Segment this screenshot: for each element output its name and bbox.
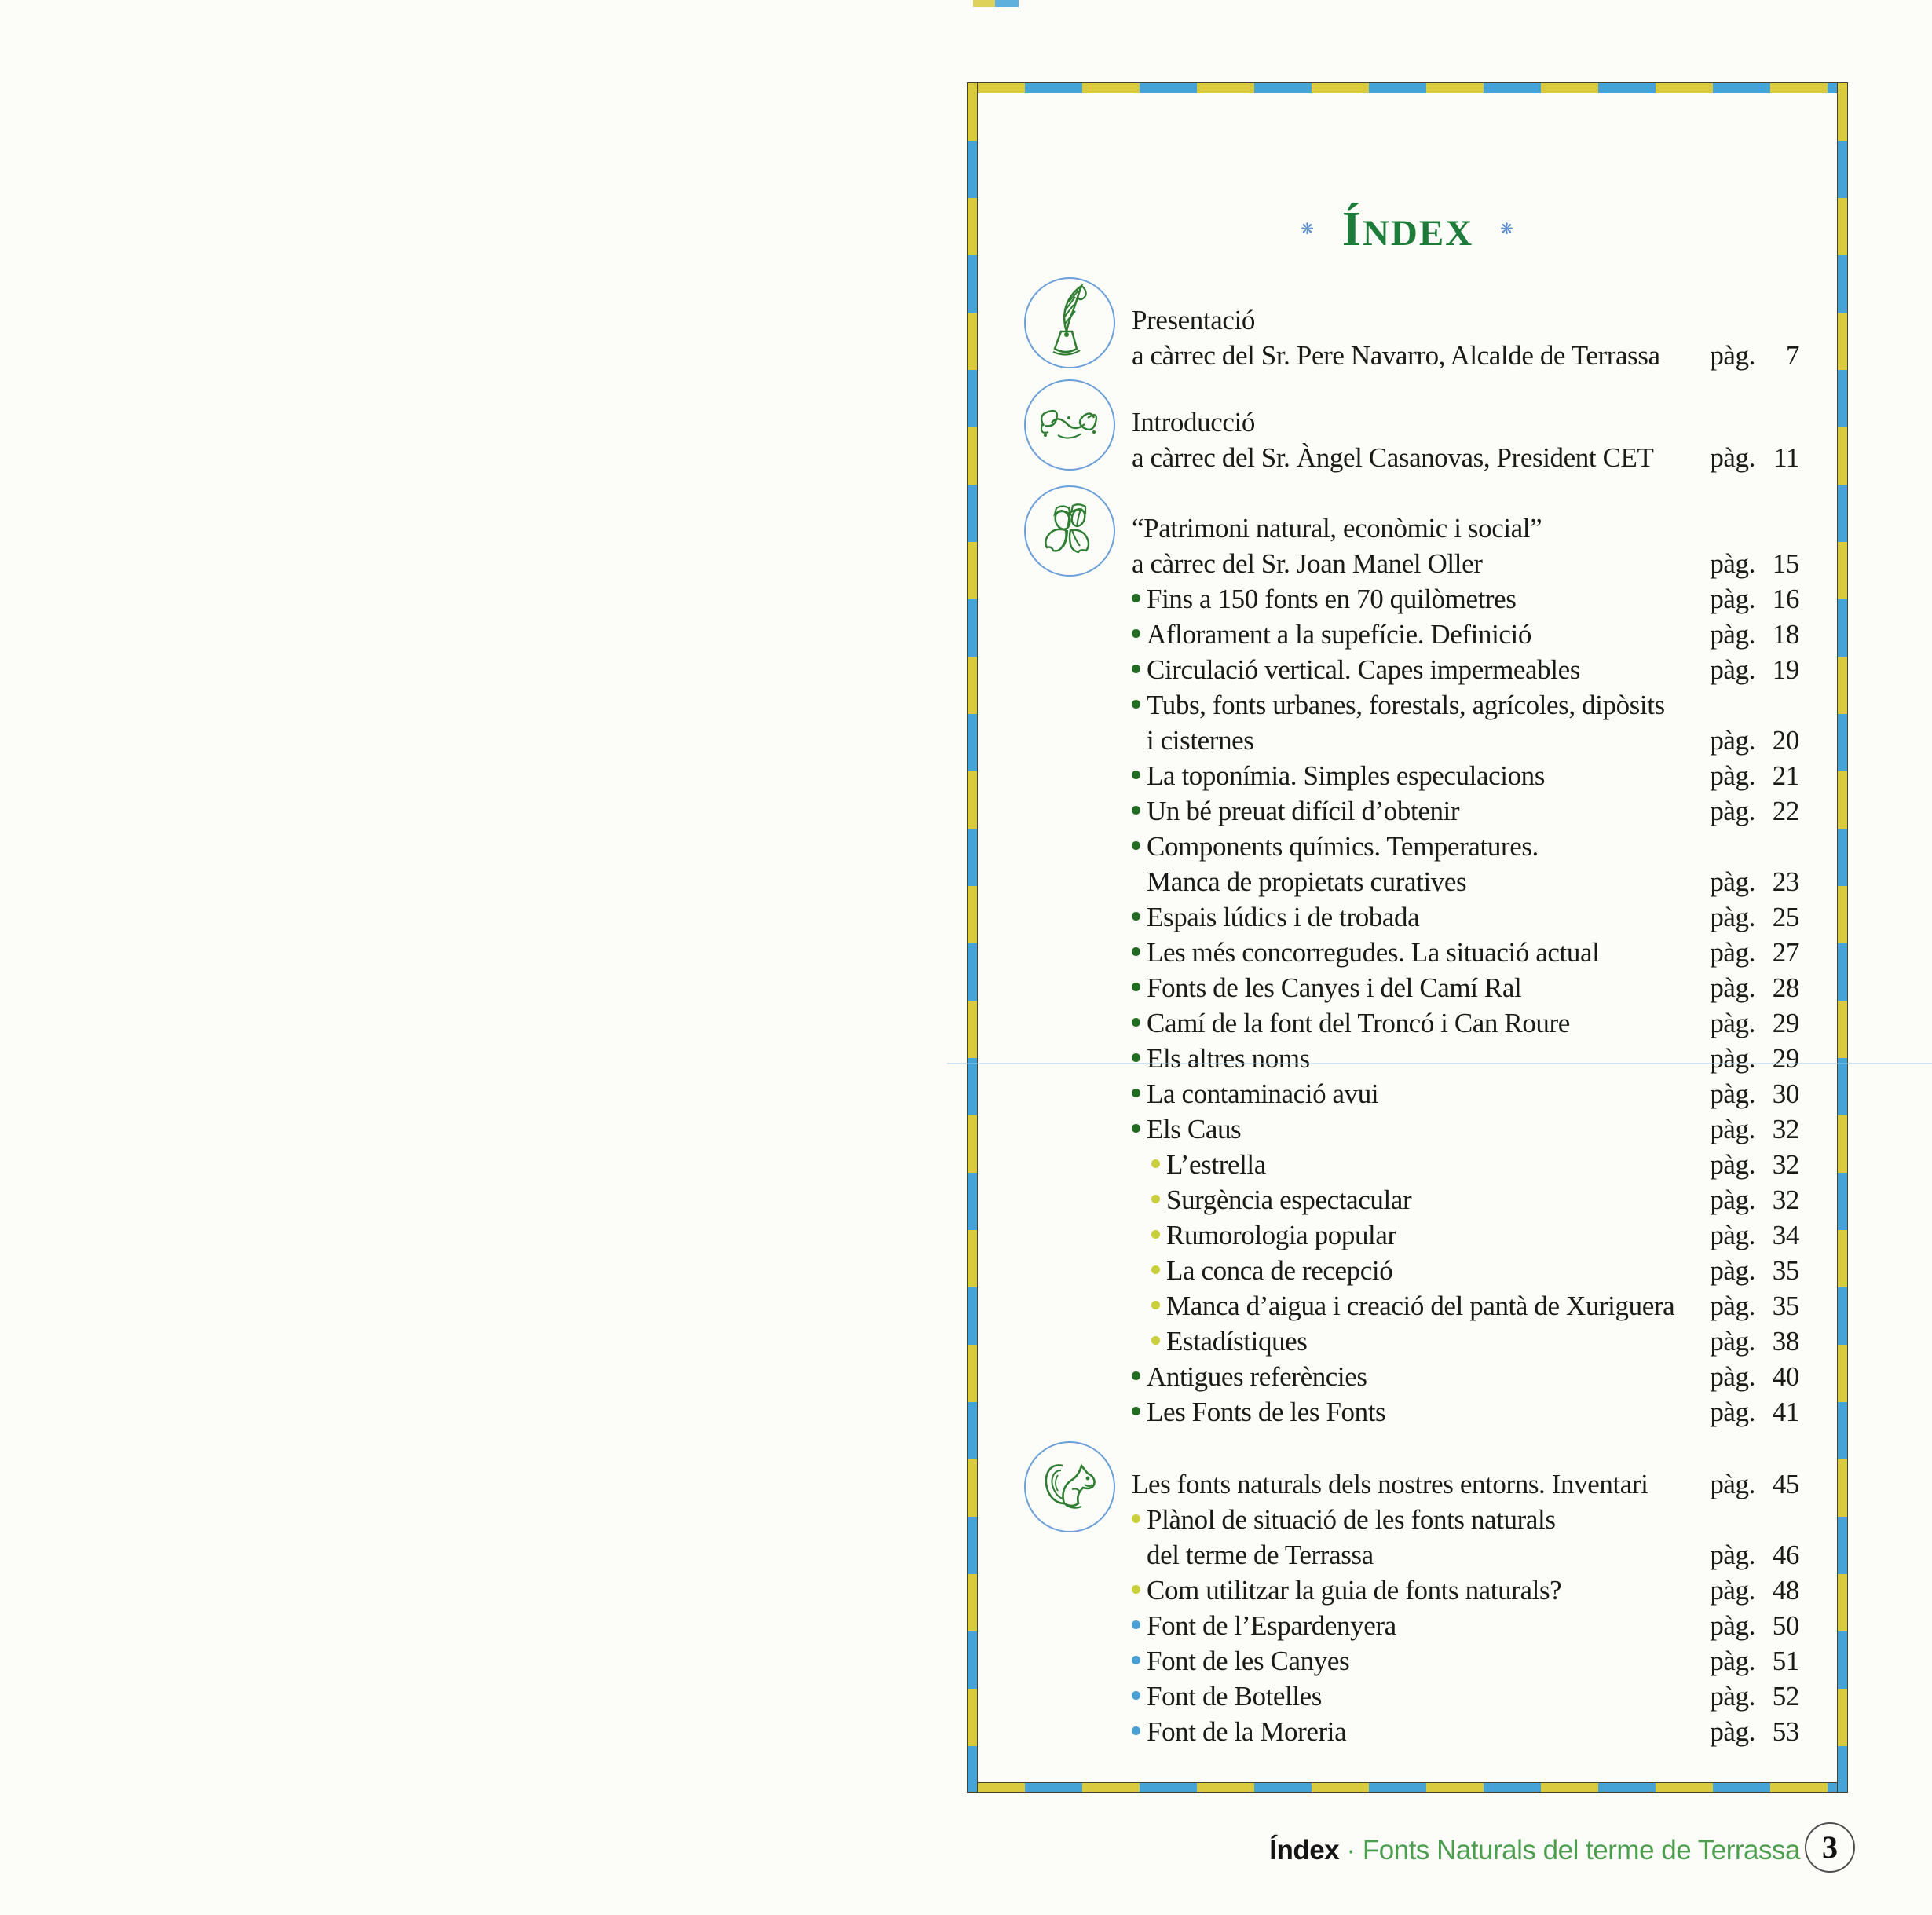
bullet-dot-icon [1132, 1089, 1140, 1097]
bullet-dot-icon [1132, 1018, 1140, 1027]
toc-section [979, 405, 1837, 475]
entry-label: i cisternes [1147, 725, 1254, 756]
page-label: pàg. [1710, 1716, 1755, 1747]
entry-label: Els altres noms [1147, 1043, 1310, 1074]
page-label: pàg. [1710, 548, 1755, 579]
toc-entry-row [979, 829, 1837, 864]
toc-entry-row [979, 970, 1837, 1005]
toc-section [979, 511, 1837, 1430]
page-label: pàg. [1710, 1078, 1755, 1109]
page-number: 50 [1772, 1610, 1799, 1641]
page-reference [1710, 1608, 1799, 1643]
entry-label: Camí de la font del Troncó i Can Roure [1147, 1008, 1570, 1038]
toc-entry-row [979, 793, 1837, 829]
page-label: pàg. [1710, 1220, 1755, 1250]
page-number: 35 [1772, 1255, 1799, 1286]
page-reference [1710, 1111, 1799, 1147]
toc-section-header-row [979, 302, 1837, 338]
toc-entry-row [979, 617, 1837, 652]
entry-label: Com utilitzar la guia de fonts naturals? [1147, 1575, 1562, 1606]
page-reference [1710, 793, 1799, 829]
bullet-dot-icon [1151, 1265, 1160, 1274]
bullet-dot-icon [1132, 771, 1140, 779]
bullet-dot-icon [1132, 1691, 1140, 1700]
entry-label: Tubs, fonts urbanes, forestals, agrícoles, dipòsits [1147, 690, 1665, 720]
bullet-dot-icon [1132, 629, 1140, 638]
page-reference [1710, 338, 1799, 373]
bullet-dot-icon [1132, 806, 1140, 815]
bullet-dot-icon [1151, 1301, 1160, 1309]
entry-label: L’estrella [1166, 1149, 1266, 1180]
page-edge-mark [973, 0, 1019, 7]
toc-entry-row [979, 1182, 1837, 1217]
page-label: pàg. [1710, 972, 1755, 1003]
toc-entry-row [979, 758, 1837, 793]
entry-label: a càrrec del Sr. Pere Navarro, Alcalde de Terrassa [1132, 340, 1660, 371]
page-number: 25 [1772, 902, 1799, 932]
entry-label: La conca de recepció [1166, 1255, 1393, 1286]
toc-entry-row [979, 1608, 1837, 1643]
border-top [967, 82, 1848, 93]
page-reference [1710, 970, 1799, 1005]
page-label: pàg. [1710, 442, 1755, 473]
entry-label: Font de la Moreria [1147, 1716, 1347, 1747]
entry-label: Rumorologia popular [1166, 1220, 1396, 1250]
bullet-dot-icon [1151, 1195, 1160, 1203]
toc-entry-row [979, 899, 1837, 935]
page-reference [1710, 617, 1799, 652]
page-number: 27 [1772, 937, 1799, 968]
bullet-dot-icon [1132, 1620, 1140, 1629]
page-number: 34 [1772, 1220, 1799, 1250]
page-label: pàg. [1710, 1575, 1755, 1606]
footer-section-label: Índex [1269, 1835, 1340, 1866]
page-reference [1710, 581, 1799, 617]
page-number: 41 [1772, 1397, 1799, 1427]
toc-entry-row [979, 687, 1837, 723]
toc-section-header-row [979, 1466, 1837, 1502]
page-reference [1710, 1537, 1799, 1573]
bullet-dot-icon [1132, 1124, 1140, 1133]
title-rest: NDEX [1362, 213, 1474, 254]
entry-label: Circulació vertical. Capes impermeables [1147, 654, 1580, 685]
entry-label: Plànol de situació de les fonts naturals [1147, 1504, 1556, 1535]
scan-artifact-line [947, 1063, 1932, 1064]
page-reference [1710, 864, 1799, 899]
toc-entry-row [979, 1573, 1837, 1608]
page-reference [1710, 935, 1799, 970]
page-number: 29 [1772, 1008, 1799, 1038]
page-number: 30 [1772, 1078, 1799, 1109]
page-reference [1710, 899, 1799, 935]
entry-label: Components químics. Temperatures. [1147, 831, 1539, 862]
page-label: pàg. [1710, 725, 1755, 756]
entry-label: Surgència espectacular [1166, 1185, 1412, 1215]
page-label: pàg. [1710, 1397, 1755, 1427]
bullet-dot-icon [1132, 700, 1140, 709]
toc-entry-row [979, 1147, 1837, 1182]
page-number: 19 [1772, 654, 1799, 685]
toc-entry-row [979, 1359, 1837, 1394]
page-number: 52 [1772, 1681, 1799, 1712]
border-left [967, 82, 978, 1793]
title-ornament-left-icon: ❋ [1301, 221, 1315, 238]
toc-entry-row [979, 1111, 1837, 1147]
page-reference [1710, 1217, 1799, 1253]
bullet-dot-icon [1132, 841, 1140, 850]
page-reference [1710, 1147, 1799, 1182]
bullet-dot-icon [1132, 1656, 1140, 1664]
toc-entry-row [979, 581, 1837, 617]
toc-section-header-row [979, 440, 1837, 475]
page-number: 16 [1772, 584, 1799, 614]
toc-entry-row [979, 1253, 1837, 1288]
page-label: pàg. [1710, 796, 1755, 826]
page-reference [1710, 1005, 1799, 1041]
page-number: 32 [1772, 1114, 1799, 1144]
border-right [1837, 82, 1848, 1793]
page-label: pàg. [1710, 866, 1755, 897]
toc-entry-row [979, 652, 1837, 687]
page-number: 22 [1772, 796, 1799, 826]
bullet-dot-icon [1132, 594, 1140, 602]
page-reference [1710, 1573, 1799, 1608]
page-number: 18 [1772, 619, 1799, 650]
page-label: pàg. [1710, 1646, 1755, 1676]
border-bottom [967, 1782, 1848, 1793]
toc-entry-row [979, 1076, 1837, 1111]
entry-label: Font de l’Espardenyera [1147, 1610, 1396, 1641]
page-number: 40 [1772, 1361, 1799, 1392]
bullet-dot-icon [1132, 912, 1140, 921]
page-number: 23 [1772, 866, 1799, 897]
page-label: pàg. [1710, 1114, 1755, 1144]
page-label: pàg. [1710, 654, 1755, 685]
page-reference [1710, 546, 1799, 581]
entry-label: Un bé preuat difícil d’obtenir [1147, 796, 1460, 826]
page-label: pàg. [1710, 619, 1755, 650]
toc-entry-row [979, 1394, 1837, 1430]
page-number: 15 [1772, 548, 1799, 579]
page-reference [1710, 1394, 1799, 1430]
page-number: 29 [1772, 1043, 1799, 1074]
entry-label: Les fonts naturals dels nostres entorns. Inventari [1132, 1469, 1648, 1499]
footer-book-title: · Fonts Naturals del terme de Terrassa [1346, 1835, 1800, 1866]
page-label: pàg. [1710, 1185, 1755, 1215]
page-number: 20 [1772, 725, 1799, 756]
page-number: 28 [1772, 972, 1799, 1003]
page-number: 32 [1772, 1149, 1799, 1180]
entry-label: La contaminació avui [1147, 1078, 1379, 1109]
page-label: pàg. [1710, 1469, 1755, 1499]
page-number: 38 [1772, 1326, 1799, 1357]
toc-entry-row [979, 1714, 1837, 1749]
entry-label: Estadístiques [1166, 1326, 1308, 1357]
page-number: 21 [1772, 760, 1799, 791]
entry-label: Manca d’aigua i creació del pantà de Xuriguera [1166, 1291, 1675, 1321]
entry-label: “Patrimoni natural, econòmic i social” [1132, 513, 1542, 544]
toc-section-header-row [979, 546, 1837, 581]
page-label: pàg. [1710, 1255, 1755, 1286]
page-number: 35 [1772, 1291, 1799, 1321]
page-reference [1710, 440, 1799, 475]
entry-label: Manca de propietats curatives [1147, 866, 1467, 897]
page-reference [1710, 1253, 1799, 1288]
page-label: pàg. [1710, 584, 1755, 614]
toc-entry-row [979, 1217, 1837, 1253]
page-label: pàg. [1710, 937, 1755, 968]
bullet-dot-icon [1151, 1230, 1160, 1239]
bullet-dot-icon [1132, 947, 1140, 956]
toc-entry-row [979, 1643, 1837, 1679]
entry-label: Introducció [1132, 407, 1255, 438]
entry-label: Presentació [1132, 305, 1255, 335]
page-reference [1710, 1076, 1799, 1111]
bullet-dot-icon [1132, 665, 1140, 673]
entry-label: Fins a 150 fonts en 70 quilòmetres [1147, 584, 1517, 614]
page-number: 11 [1773, 442, 1799, 473]
page-reference [1710, 723, 1799, 758]
page-reference [1710, 1359, 1799, 1394]
toc-entry-row [979, 1502, 1837, 1537]
page-label: pàg. [1710, 1361, 1755, 1392]
bullet-dot-icon [1151, 1336, 1160, 1345]
toc-entry-row [979, 1324, 1837, 1359]
page-reference [1710, 1679, 1799, 1714]
page-number: 7 [1785, 340, 1799, 371]
page-reference [1710, 652, 1799, 687]
page-label: pàg. [1710, 1043, 1755, 1074]
entry-label: Les més concorregudes. La situació actual [1147, 937, 1600, 968]
page-reference [1710, 1288, 1799, 1324]
page-reference [1710, 1182, 1799, 1217]
page-label: pàg. [1710, 340, 1755, 371]
bullet-dot-icon [1132, 983, 1140, 991]
bullet-dot-icon [1132, 1371, 1140, 1380]
bullet-dot-icon [1132, 1053, 1140, 1062]
bullet-dot-icon [1132, 1407, 1140, 1415]
page-label: pàg. [1710, 1149, 1755, 1180]
page-number: 3 [1822, 1829, 1838, 1865]
page-number: 46 [1772, 1540, 1799, 1570]
footer [947, 1835, 1800, 1866]
page-number: 45 [1772, 1469, 1799, 1499]
index-title [979, 202, 1837, 258]
page-label: pàg. [1710, 1540, 1755, 1570]
toc-content [979, 93, 1837, 1781]
page-reference [1710, 1643, 1799, 1679]
entry-label: a càrrec del Sr. Joan Manel Oller [1132, 548, 1483, 579]
entry-label: del terme de Terrassa [1147, 1540, 1374, 1570]
toc-section-header-row [979, 511, 1837, 546]
toc-entry-row [979, 723, 1837, 758]
entry-label: Espais lúdics i de trobada [1147, 902, 1420, 932]
toc-section [979, 302, 1837, 373]
entry-label: La toponímia. Simples especulacions [1147, 760, 1546, 791]
page-reference [1710, 1324, 1799, 1359]
page-reference [1710, 1041, 1799, 1076]
toc-entry-row [979, 1288, 1837, 1324]
bullet-dot-icon [1132, 1726, 1140, 1735]
page-label: pàg. [1710, 760, 1755, 791]
title-ornament-right-icon: ❋ [1500, 221, 1515, 238]
toc-entry-row [979, 1005, 1837, 1041]
page-label: pàg. [1710, 1610, 1755, 1641]
page-number: 32 [1772, 1185, 1799, 1215]
entry-label: Aflorament a la supefície. Definició [1147, 619, 1531, 650]
bullet-dot-icon [1132, 1514, 1140, 1523]
page-number: 53 [1772, 1716, 1799, 1747]
bullet-dot-icon [1151, 1159, 1160, 1168]
toc-entry-row [979, 935, 1837, 970]
toc-entry-row [979, 1537, 1837, 1573]
page-reference [1710, 758, 1799, 793]
entry-label: Font de Botelles [1147, 1681, 1323, 1712]
bullet-dot-icon [1132, 1585, 1140, 1594]
toc-section [979, 1466, 1837, 1749]
toc-entry-row [979, 1679, 1837, 1714]
page-number: 51 [1772, 1646, 1799, 1676]
entry-label: Les Fonts de les Fonts [1147, 1397, 1386, 1427]
toc-entry-row [979, 864, 1837, 899]
entry-label: a càrrec del Sr. Àngel Casanovas, President CET [1132, 442, 1654, 473]
title-initial: Í [1341, 203, 1363, 256]
page-reference [1710, 1714, 1799, 1749]
toc-section-header-row [979, 405, 1837, 440]
page-label: pàg. [1710, 1681, 1755, 1712]
entry-label: Els Caus [1147, 1114, 1242, 1144]
entry-label: Antigues referències [1147, 1361, 1367, 1392]
entry-label: Fonts de les Canyes i del Camí Ral [1147, 972, 1522, 1003]
page-number-badge [1805, 1822, 1855, 1873]
toc-section-header-row [979, 338, 1837, 373]
page-reference [1710, 1466, 1799, 1502]
entry-label: Font de les Canyes [1147, 1646, 1350, 1676]
page-label: pàg. [1710, 902, 1755, 932]
page-label: pàg. [1710, 1326, 1755, 1357]
toc-entry-row [979, 1041, 1837, 1076]
page-label: pàg. [1710, 1291, 1755, 1321]
page-label: pàg. [1710, 1008, 1755, 1038]
page-number: 48 [1772, 1575, 1799, 1606]
